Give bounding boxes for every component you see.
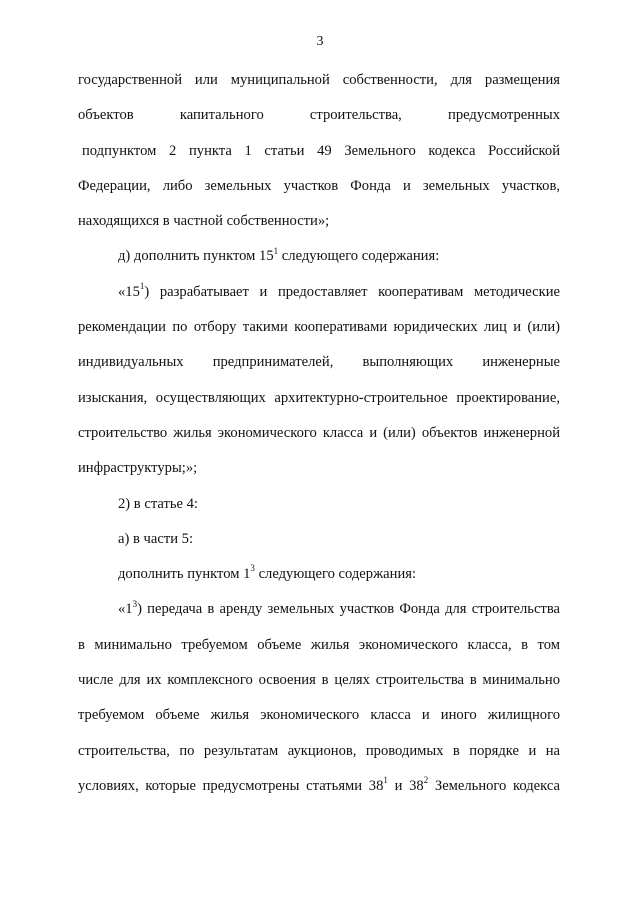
- text-segment: следующего содержания:: [254, 566, 417, 583]
- text-segment: и 38: [387, 777, 424, 794]
- superscript: 3: [250, 563, 255, 574]
- text-line: а) в части 5:: [118, 530, 194, 547]
- superscript: 1: [273, 245, 279, 256]
- superscript: 2: [423, 775, 429, 786]
- text-segment: Земельного кодекса: [428, 777, 561, 794]
- text-segment: «15: [118, 283, 140, 300]
- text-line: [78, 564, 560, 599]
- text-line: инфраструктуры;»;: [78, 460, 198, 477]
- text-line: рекомендации по отбору такими кооперативами юридических лиц и (или): [78, 319, 560, 336]
- text-line: требуемом объеме жилья экономического класса и иного жилищного: [78, 707, 560, 724]
- text-segment: ) передача в аренду земельных участков Фонда для строительства: [137, 601, 560, 618]
- text-line: строительство жилья экономического класса и (или) объектов инженерной: [78, 424, 560, 441]
- text-line: [78, 776, 560, 811]
- text-line: индивидуальных предпринимателей, выполняющих инженерные: [78, 354, 560, 371]
- text-line: [78, 246, 560, 281]
- text-line: государственной или муниципальной собственности, для размещения: [78, 72, 560, 88]
- text-line: строительства, по результатам аукционов, проводимых в порядке и на: [78, 742, 560, 759]
- text-line: [78, 282, 560, 317]
- text-line: находящихся в частной собственности»;: [78, 213, 330, 230]
- superscript: 1: [383, 775, 388, 786]
- text-line: объектов капитального строительства, предусмотренных: [78, 107, 560, 124]
- text-line: подпунктом 2 пункта 1 статьи 49 Земельного кодекса Российской: [82, 142, 560, 159]
- text-line: числе для их комплексного освоения в целях строительства в минимально: [78, 672, 560, 689]
- superscript: 1: [139, 280, 145, 291]
- document-body: [78, 70, 560, 811]
- text-line: Федерации, либо земельных участков Фонда и земельных участков,: [78, 177, 560, 194]
- text-line: 2) в статье 4:: [118, 495, 198, 512]
- text-line: в минимально требуемом объеме жилья экономического класса, в том: [78, 636, 560, 653]
- text-line: изыскания, осуществляющих архитектурно-строительное проектирование,: [78, 389, 560, 406]
- superscript: 3: [132, 598, 138, 609]
- text-line: [78, 599, 560, 634]
- text-segment: «1: [118, 601, 133, 618]
- text-segment: д) дополнить пунктом 15: [118, 248, 274, 265]
- page-number: 3: [316, 34, 324, 49]
- text-segment: ) разрабатывает и предоставляет кооперативам методические: [144, 283, 560, 300]
- text-segment: условиях, которые предусмотрены статьями 38: [78, 777, 384, 794]
- text-segment: следующего содержания:: [278, 248, 440, 265]
- text-segment: дополнить пунктом 1: [118, 566, 251, 583]
